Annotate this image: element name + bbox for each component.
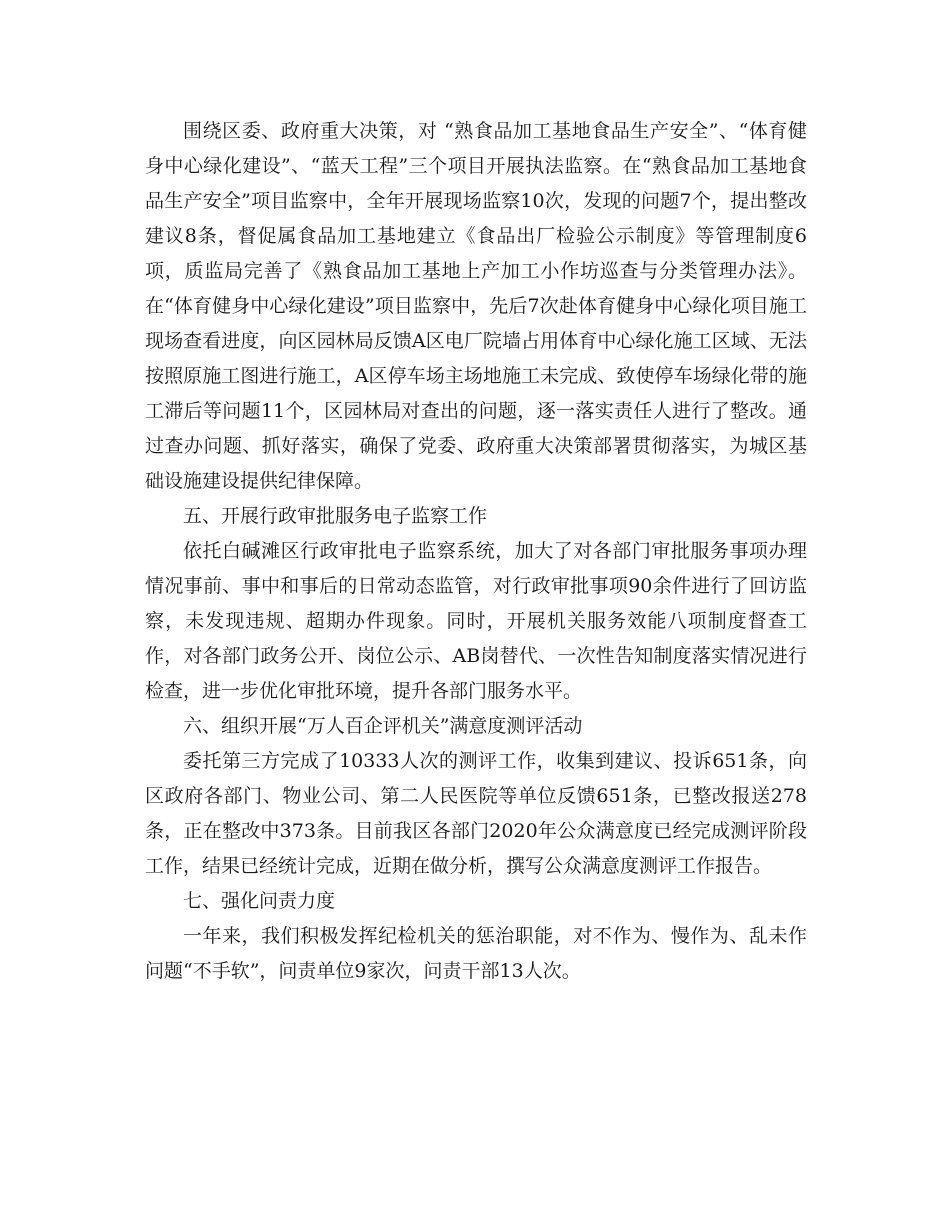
section-heading-6: 六、组织开展“万人百企评机关”满意度测评活动 [183, 715, 583, 737]
paragraph-e-supervision: 依托白碱滩区行政审批电子监察系统，加大了对各部门审批服务事项办理情况事前、事中和事后的日常动态监管，对行政审批事项90余件进行了回访监察，未发现违规、超期办件现象。同时，开展机关服务效能八项制度督查工作，对各部门政务公开、岗位公示、AB岗替代、一次性告知制度落实情况进行检查，进一步优化审批环境，提升各部门服务水平。 [145, 540, 807, 702]
section-heading-7: 七、强化问责力度 [183, 890, 336, 912]
paragraph-satisfaction-survey: 委托第三方完成了10333人次的测评工作，收集到建议、投诉651条，向区政府各部门、物业公司、第二人民医院等单位反馈651条，已整改报送278条，正在整改中373条。目前我区各部门2020年公众满意度已经完成测评阶段工作，结果已经统计完成，近期在做分析，撰写公众满意度测评工作报告。 [145, 750, 807, 877]
document-page [145, 114, 807, 989]
section-heading-5: 五、开展行政审批服务电子监察工作 [183, 505, 488, 527]
paragraph-supervision-projects: 围绕区委、政府重大决策，对 “熟食品加工基地食品生产安全”、“体育健身中心绿化建设”、“蓝天工程”三个项目开展执法监察。在“熟食品加工基地食品生产安全”项目监察中，全年开展现场监察10次，发现的问题7个，提出整改建议8条，督促属食品加工基地建立《食品出厂检验公示制度》等管理制度6项，质监局完善了《熟食品加工基地上产加工小作坊巡查与分类管理办法》。在“体育健身中心绿化建设”项目监察中，先后7次赴体育健身中心绿化项目施工现场查看进度，向区园林局反馈A区电厂院墙占用体育中心绿化施工区域、无法按照原施工图进行施工，A区停车场主场地施工未完成、致使停车场绿化带的施工滞后等问题11个，区园林局对查出的问题，逐一落实责任人进行了整改。通过查办问题、抓好落实，确保了党委、政府重大决策部署贯彻落实，为城区基础设施建设提供纪律保障。 [145, 120, 807, 492]
paragraph-accountability: 一年来，我们积极发挥纪检机关的惩治职能，对不作为、慢作为、乱未作问题“不手软”，问责单位9家次，问责干部13人次。 [145, 925, 807, 982]
